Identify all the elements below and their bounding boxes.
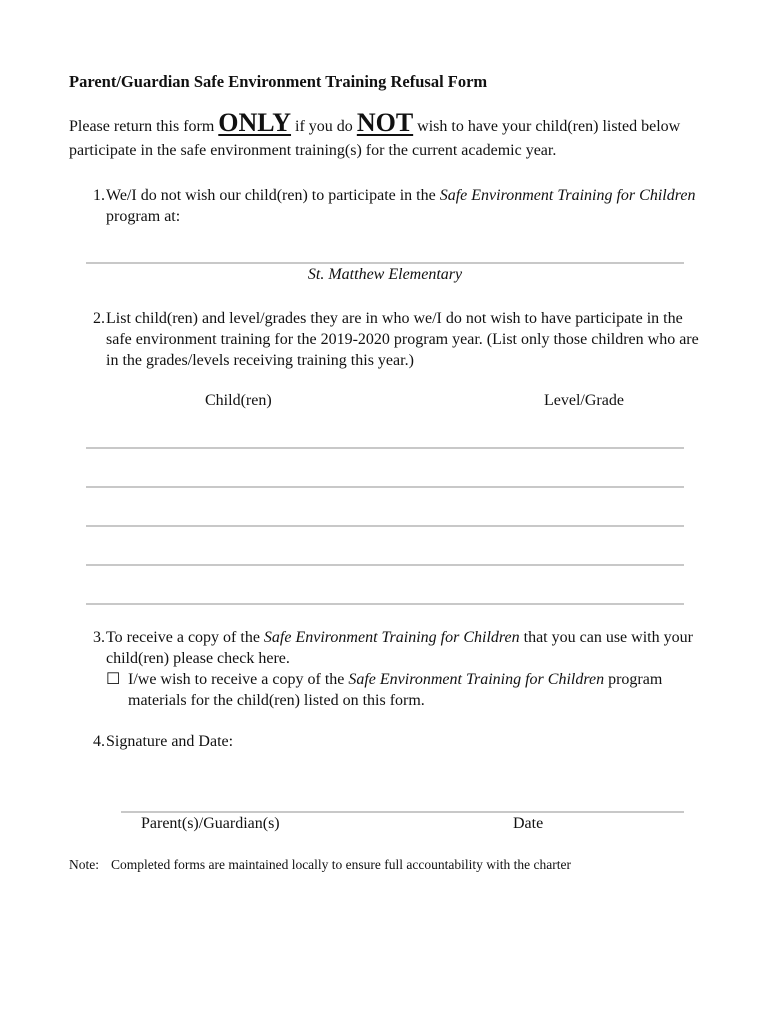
- item-4-text: Signature and Date:: [106, 733, 234, 750]
- intro-text-1: Please return this form: [69, 118, 219, 135]
- date-label: Date: [513, 815, 544, 832]
- school-line: [86, 262, 684, 264]
- item-1: [69, 185, 709, 227]
- item-3-text-b: that you can use with your child(ren) please check here.: [106, 629, 693, 667]
- item-1-program-name: Safe Environment Training for Children: [439, 187, 696, 204]
- child-entry-line[interactable]: [86, 564, 684, 566]
- child-entry-line[interactable]: [86, 486, 684, 488]
- child-entry-line[interactable]: [86, 525, 684, 527]
- item-1-text-b: program at:: [106, 208, 181, 225]
- checkbox-icon[interactable]: ☐: [106, 671, 121, 688]
- item-1-number: 1.: [93, 187, 105, 204]
- item-3-text-a: To receive a copy of the: [106, 629, 264, 646]
- footer-note: [69, 857, 571, 873]
- signature-label: Parent(s)/Guardian(s): [141, 815, 280, 832]
- item-2-text: List child(ren) and level/grades they are in who we/I do not wish to have participate in the safe environment training for the 2019-2020 program year. (List only those children who are in the grades/levels receiving training this year.): [106, 310, 699, 369]
- note-label: Note:: [69, 857, 99, 872]
- item-1-text: [106, 185, 709, 227]
- checkbox-label: [128, 669, 686, 711]
- intro-paragraph: [69, 108, 709, 163]
- column-header-grade: Level/Grade: [544, 392, 624, 409]
- checkbox-label-b: program materials for the child(ren) listed on this form.: [128, 671, 663, 709]
- checkbox-label-a: I/we wish to receive a copy of the: [128, 671, 349, 688]
- checkbox-program-name: Safe Environment Training for Children: [348, 671, 605, 688]
- materials-checkbox-option[interactable]: [106, 669, 686, 711]
- item-3-text: [106, 627, 709, 669]
- intro-text-3: wish to have your child(ren) listed below participate in the safe environment training(s) for the current academic year.: [69, 118, 681, 159]
- form-title: Parent/Guardian Safe Environment Training Refusal Form: [69, 72, 488, 91]
- column-header-children: Child(ren): [205, 392, 272, 409]
- emphasis-only: ONLY: [218, 108, 292, 137]
- child-entry-line[interactable]: [86, 447, 684, 449]
- emphasis-not: NOT: [356, 108, 414, 137]
- child-entry-line[interactable]: [86, 603, 684, 605]
- item-4: [69, 731, 709, 752]
- signature-line[interactable]: [121, 811, 684, 813]
- item-4-number: 4.: [93, 733, 105, 750]
- note-text: Completed forms are maintained locally to ensure full accountability with the charter: [111, 857, 571, 872]
- item-2: [69, 308, 709, 371]
- item-3-program-name: Safe Environment Training for Children: [263, 629, 520, 646]
- school-name: St. Matthew Elementary: [307, 266, 463, 283]
- item-2-number: 2.: [93, 310, 105, 327]
- item-3: [69, 627, 709, 669]
- item-3-number: 3.: [93, 629, 105, 646]
- item-1-text-a: We/I do not wish our child(ren) to participate in the: [106, 187, 440, 204]
- intro-text-2: if you do: [291, 118, 357, 135]
